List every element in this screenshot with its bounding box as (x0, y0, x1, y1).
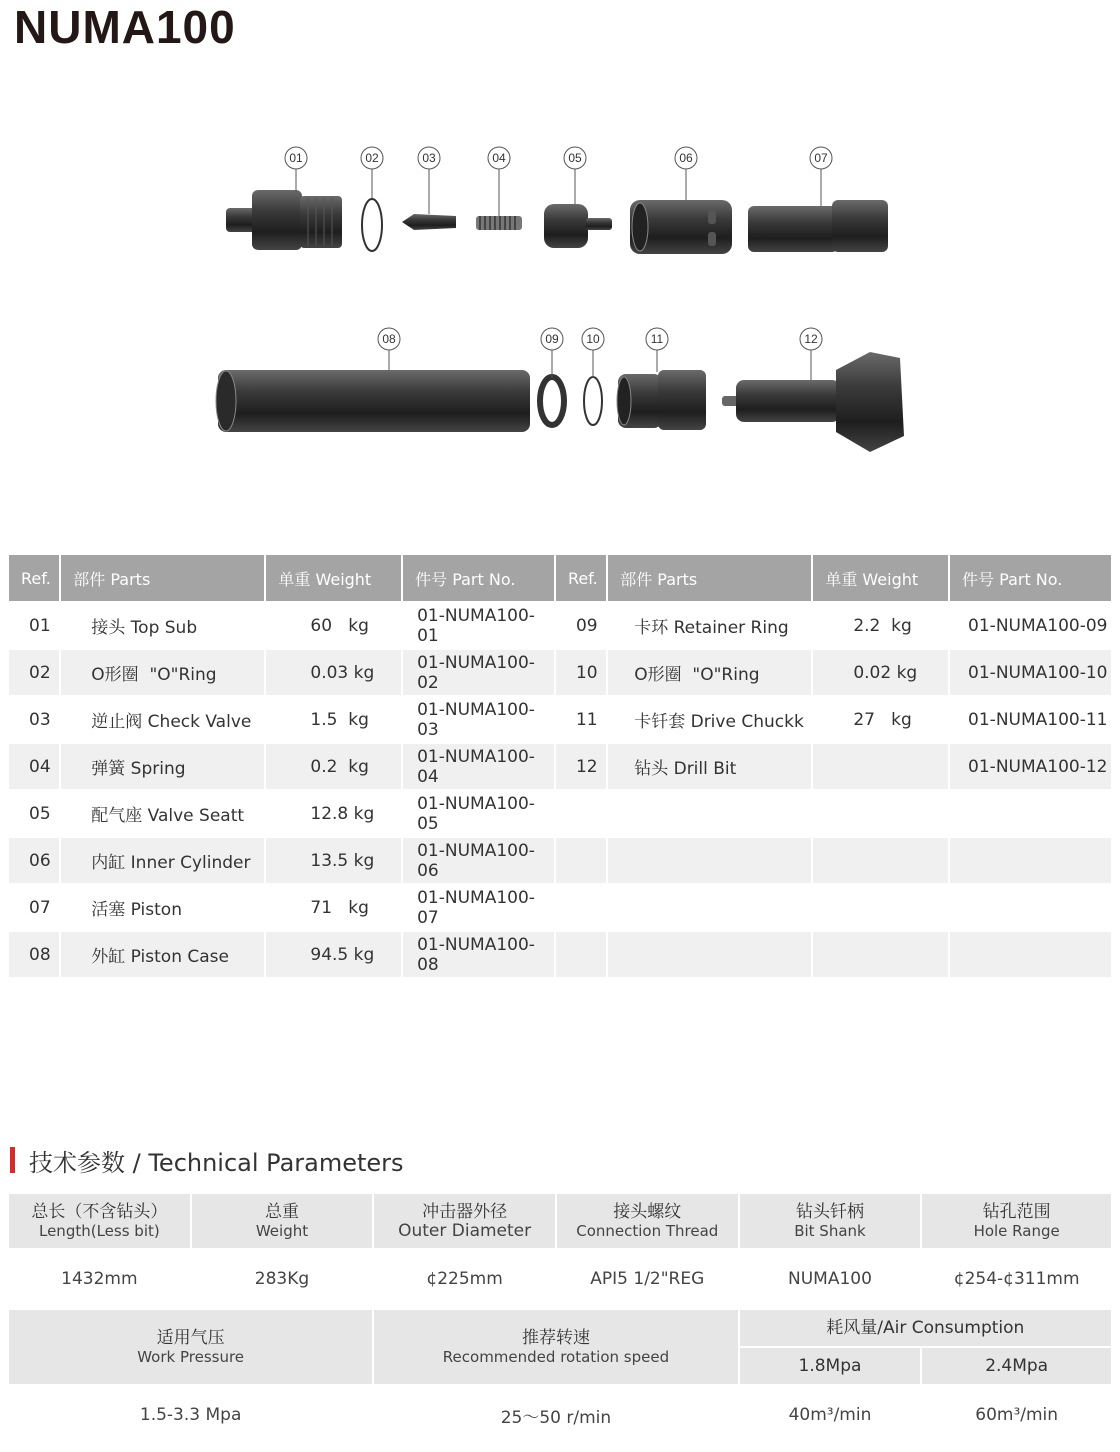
part-02-o-ring (362, 199, 382, 251)
weight-cell: 71 kg (310, 897, 369, 918)
ref-cell (556, 885, 606, 930)
col-header: 部件 Parts (608, 555, 811, 601)
tech-header-row (9, 1194, 1111, 1248)
part-name-cell (608, 838, 811, 883)
part-no-cell (950, 791, 1111, 836)
air-subheader: 2.4Mpa (922, 1348, 1111, 1384)
param-header (9, 1194, 190, 1248)
param-value: ¢254-¢311mm (922, 1250, 1111, 1308)
param-header-cn: 钻头钎柄 (795, 1202, 864, 1222)
weight-cell: 1.5 kg (310, 709, 369, 730)
param-header-en: Connection Thread (576, 1222, 719, 1240)
part-06-inner-cylinder (630, 200, 732, 254)
param-value: 1432mm (9, 1250, 190, 1308)
callout-label: 05 (568, 151, 582, 165)
tech-params-table (7, 1192, 1113, 1446)
param-value: ¢225mm (374, 1250, 555, 1308)
weight-cell: 0.02 kg (813, 650, 948, 695)
part-name-cell: 卡环 Retainer Ring (634, 618, 789, 638)
callout-label: 12 (804, 332, 818, 346)
part-name-cell: O形圈 "O"Ring (608, 650, 811, 695)
param-header-cn: 冲击器外径 (422, 1202, 508, 1222)
callout-label: 04 (492, 151, 506, 165)
part-name-cell: 配气座 Valve Seatt (91, 806, 245, 826)
part-no-cell: 01-NUMA100-04 (403, 744, 554, 789)
weight-cell: 27 kg (853, 709, 912, 730)
weight-cell (813, 791, 948, 836)
ref-cell: 02 (9, 650, 59, 695)
param-value: 1.5-3.3 Mpa (9, 1386, 372, 1444)
table-row (9, 885, 1111, 930)
parts-table (7, 553, 1113, 979)
callouts (285, 147, 832, 380)
param-header-cn: 推荐转速 (521, 1328, 590, 1348)
part-no-cell (950, 932, 1111, 977)
part-name-cell: 卡钎套 Drive Chuckk (634, 712, 804, 732)
ref-cell: 04 (9, 744, 59, 789)
param-header-en: Bit Shank (794, 1222, 866, 1240)
callout-label: 02 (365, 151, 379, 165)
ref-cell (556, 932, 606, 977)
weight-cell (813, 744, 948, 789)
ref-cell: 11 (575, 709, 598, 730)
section-title: 技术参数 / Technical Parameters (29, 1148, 404, 1177)
part-no-cell: 01-NUMA100-08 (403, 932, 554, 977)
col-header: 单重 Weight (266, 555, 401, 601)
col-header: 件号 Part No. (403, 555, 554, 601)
col-header: Ref. (556, 555, 606, 601)
ref-cell: 07 (29, 897, 51, 918)
weight-cell: 60 kg (310, 615, 369, 636)
part-no-cell (950, 838, 1111, 883)
weight-cell: 2.2 kg (853, 615, 912, 636)
table-row (9, 650, 1111, 695)
table-row (9, 697, 1111, 742)
part-name-cell: 接头 Top Sub (91, 618, 198, 638)
ref-cell: 12 (556, 744, 606, 789)
tech-value-row-2 (9, 1386, 1111, 1444)
callout-label: 10 (586, 332, 600, 346)
ref-cell (556, 838, 606, 883)
ref-cell: 03 (29, 709, 51, 730)
param-header (192, 1194, 373, 1248)
ref-cell: 09 (575, 615, 598, 636)
weight-cell: 0.2 kg (266, 744, 401, 789)
table-row (9, 791, 1111, 836)
part-no-cell: 01-NUMA100-09 (968, 615, 1108, 636)
part-05-valve-seat (544, 204, 612, 248)
param-header-en: Weight (255, 1222, 309, 1240)
callout-label: 11 (650, 332, 664, 346)
param-header (922, 1194, 1111, 1248)
part-no-cell: 01-NUMA100-01 (417, 605, 535, 646)
tech-header-row-2 (9, 1310, 1111, 1346)
param-header (557, 1194, 738, 1248)
weight-cell: 94.5 kg (266, 932, 401, 977)
part-name-cell: 钻头 Drill Bit (608, 744, 811, 789)
part-no-cell: 01-NUMA100-07 (417, 887, 535, 928)
part-08-piston-case (216, 370, 530, 432)
weight-cell: 13.5 kg (266, 838, 401, 883)
col-header: Ref. (9, 555, 59, 601)
param-value: 60m³/min (922, 1386, 1111, 1444)
part-07-piston (748, 200, 888, 252)
param-header-en: Outer Diameter (398, 1221, 532, 1241)
weight-cell: 12.8 kg (310, 803, 375, 824)
param-header-en: Length(Less bit) (38, 1222, 160, 1240)
weight-cell: 0.03 kg (266, 650, 401, 695)
exploded-parts-diagram (0, 130, 1120, 460)
param-header (740, 1194, 921, 1248)
part-01-top-sub (226, 190, 342, 250)
air-consumption-header: 耗风量/Air Consumption (826, 1318, 1025, 1338)
section-accent-bar (10, 1147, 15, 1173)
part-12-drill-bit (722, 352, 904, 452)
weight-cell (813, 885, 948, 930)
param-value: 25～50 r/min (374, 1386, 737, 1444)
part-name-cell (608, 791, 811, 836)
callout-label: 03 (422, 151, 436, 165)
callout-label: 08 (382, 332, 396, 346)
part-name-cell: 外缸 Piston Case (61, 932, 264, 977)
parts-header-row (9, 555, 1111, 601)
param-header-cn: 钻孔范围 (982, 1202, 1051, 1222)
part-name-cell: 弹簧 Spring (61, 744, 264, 789)
weight-cell (813, 838, 948, 883)
tech-value-row (9, 1250, 1111, 1308)
air-subheader: 1.8Mpa (740, 1348, 921, 1384)
part-no-cell: 01-NUMA100-10 (950, 650, 1111, 695)
param-header-cn: 接头螺纹 (613, 1202, 682, 1222)
part-10-o-ring (584, 377, 602, 425)
param-header-cn: 总重 (264, 1202, 299, 1222)
param-header-cn: 适用气压 (156, 1328, 225, 1348)
part-no-cell (950, 885, 1111, 930)
part-11-drive-chuck (617, 370, 706, 430)
param-header (740, 1310, 1111, 1346)
part-name-cell: 逆止阀 Check Valve (91, 712, 252, 732)
part-no-cell: 01-NUMA100-02 (403, 650, 554, 695)
ref-cell (556, 791, 606, 836)
param-value: 40m³/min (740, 1386, 921, 1444)
ref-cell: 01 (29, 615, 51, 636)
ref-cell: 05 (29, 803, 51, 824)
table-row (9, 603, 1111, 648)
col-header: 件号 Part No. (950, 555, 1111, 601)
weight-cell (813, 932, 948, 977)
col-header: 单重 Weight (813, 555, 948, 601)
param-header (374, 1194, 555, 1248)
part-no-cell: 01-NUMA100-06 (403, 838, 554, 883)
table-row (9, 838, 1111, 883)
param-value: 283Kg (192, 1250, 373, 1308)
part-no-cell: 01-NUMA100-11 (968, 709, 1108, 730)
section-heading (10, 1146, 404, 1177)
param-header-en: Work Pressure (137, 1348, 245, 1366)
param-header-en: Recommended rotation speed (442, 1348, 670, 1366)
part-name-cell (608, 932, 811, 977)
part-09-retainer-ring (540, 377, 564, 425)
ref-cell: 06 (9, 838, 59, 883)
ref-cell: 10 (556, 650, 606, 695)
part-no-cell: 01-NUMA100-05 (417, 793, 535, 834)
param-header-cn: 总长（不含钻头） (31, 1202, 168, 1222)
callout-label: 09 (545, 332, 559, 346)
part-03-check-valve (402, 214, 456, 230)
ref-cell: 08 (9, 932, 59, 977)
page-title: NUMA100 (14, 1, 236, 53)
table-row (9, 932, 1111, 977)
part-04-spring (476, 216, 522, 230)
part-name-cell (608, 885, 811, 930)
param-value: NUMA100 (740, 1250, 921, 1308)
param-header-en: Hole Range (973, 1222, 1060, 1240)
col-header: 部件 Parts (61, 555, 264, 601)
part-name-cell: 活塞 Piston (91, 900, 182, 920)
table-row (9, 744, 1111, 789)
callout-label: 07 (814, 151, 828, 165)
param-value: API5 1/2"REG (557, 1250, 738, 1308)
callout-label: 06 (679, 151, 693, 165)
part-name-cell: 内缸 Inner Cylinder (61, 838, 264, 883)
part-no-cell: 01-NUMA100-12 (950, 744, 1111, 789)
param-header (374, 1310, 737, 1384)
part-no-cell: 01-NUMA100-03 (417, 699, 535, 740)
part-name-cell: O形圈 "O"Ring (61, 650, 264, 695)
callout-label: 01 (289, 151, 303, 165)
param-header (9, 1310, 372, 1384)
